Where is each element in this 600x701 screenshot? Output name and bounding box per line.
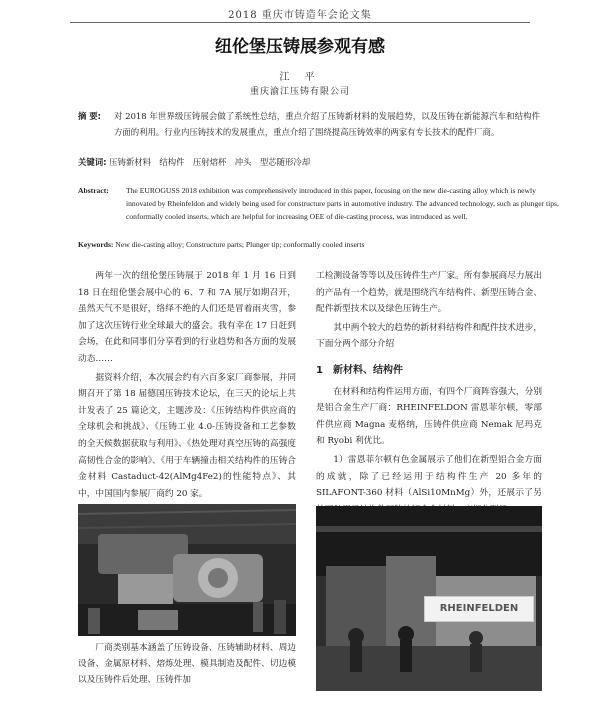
body-paragraph: 厂商类别基本涵盖了压铸设备、压铸辅助材料、周边设备、金属原材料、熔炼处理、模具制造及配件、切边模以及压铸件后处理、压铸件加 [78, 643, 296, 685]
exhibition-hall-photo-art [78, 504, 296, 636]
body-paragraph: 其中两个较大的趋势的新材料结构件和配件技术进步，下面分两个部分介绍 [316, 322, 542, 350]
keywords-en-text: New die-casting alloy; Constructure parts; Plunger tip; conformally cooled inserts [115, 240, 365, 249]
body-paragraph: 两年一次的纽伦堡压铸展于 2018 年 1 月 16 日到 18 日在纽伦堡会展中心的 6、7 和 7A 展厅如期召开，虽然天气不是很好，络绎不绝的人们还是冒着雨夹雪，参加了这次压铸行业全球最大的盛会。我有幸在 17 日赶到会场，在此和同事们分享看到的行业趋势和各方面的发展动态…… [78, 271, 296, 364]
section-heading: 1 新材料、结构件 [316, 364, 403, 376]
paper-author: 江 平 [279, 72, 321, 83]
keywords-en [78, 240, 560, 249]
body-left-continuation [78, 640, 296, 688]
running-header [0, 0, 600, 26]
keywords-en-label: Keywords: [78, 240, 114, 249]
body-paragraph: 在材料和结构件运用方面，有四个厂商阵容强大，分别是铝合金生产厂商：RHEINFELDON 雷恩菲尔顿，零部件供应商 Magna 麦格纳，压铸件供应商 Nemak 尼玛克和 Ryobi 利优比。 [316, 386, 542, 447]
keywords-cn-text: 压铸新材料 结构件 压射熔杯 冲头 型芯随形冷却 [109, 157, 311, 167]
exhibition-hall-photo [78, 504, 296, 636]
body-right-column [316, 268, 542, 520]
body-paragraph: 1）雷恩菲尔顿有色金属展示了他们在新型铝合金方面的成就，除了已经运用于结构件生产 20 多年的 SILAFONT-360 材料（AlSi10MnMg）外，还展示了另 [316, 454, 542, 499]
body-paragraph: 据资料介绍，本次展会约有六百多家厂商参展，并同期召开了第 18 届德国压铸技术论坛，在三天的论坛上共计发表了 25 篇论文，主题涉及：《压铸结构件供应商的全球机会和挑战》、《压铸工业 4.0-压铸设备和工艺参数的全天候数据获取与利用》、《热处理对真空压铸的高强度高韧性合金的影响》、《用于车辆撞击相关结构件的压铸合金材料 Castaduct-42(AlMg4Fe2)的性能特点》、其中，中国国内参展厂商约 20 家。 [78, 372, 296, 499]
body-left-column [78, 268, 296, 504]
paper-affiliation: 重庆渝江压铸有限公司 [249, 87, 350, 97]
keywords-cn-label: 关键词: [78, 157, 107, 167]
abstract-en-text: The EUROGUSS 2018 exhibition was comprehensively introduced in this paper, focusing on the new die-casting alloy which is newly innovated by Rheinfeldon and widely being used for constructure parts in automotive industry. The advanced technology, such as plunger tips, conformally cooled inserts, which are helpful for increasing OEE of die-casting process, was introduced as well. [126, 186, 559, 222]
abstract-cn [78, 108, 540, 140]
abstract-en-label: Abstract: [78, 186, 109, 195]
body-paragraph: 工检测设备等等以及压铸件生产厂家。所有参展商尽力展出的产品有一个趋势，就是围绕汽车结构件、新型压铸合金、配件新型技术以及绿色压铸生产。 [316, 271, 542, 315]
keywords-cn [78, 156, 540, 168]
abstract-en [78, 184, 560, 224]
rheinfelden-sign: RHEINFELDEN [424, 596, 534, 622]
header-rule [70, 22, 530, 23]
running-title: 2018 重庆市铸造年会论文集 [228, 10, 372, 21]
abstract-cn-text: 对 2018 年世界级压铸展会做了系统性总结，重点介绍了压铸新材料的发展趋势，以及压铸在新能源汽车和结构件方面的利用。行业内压铸技术的发展重点，重点介绍了围绕提高压铸效率的两家有专长技术的配件厂商。 [114, 111, 540, 137]
abstract-cn-label: 摘 要: [78, 111, 102, 121]
paper-title: 纽伦堡压铸展参观有感 [215, 37, 385, 57]
